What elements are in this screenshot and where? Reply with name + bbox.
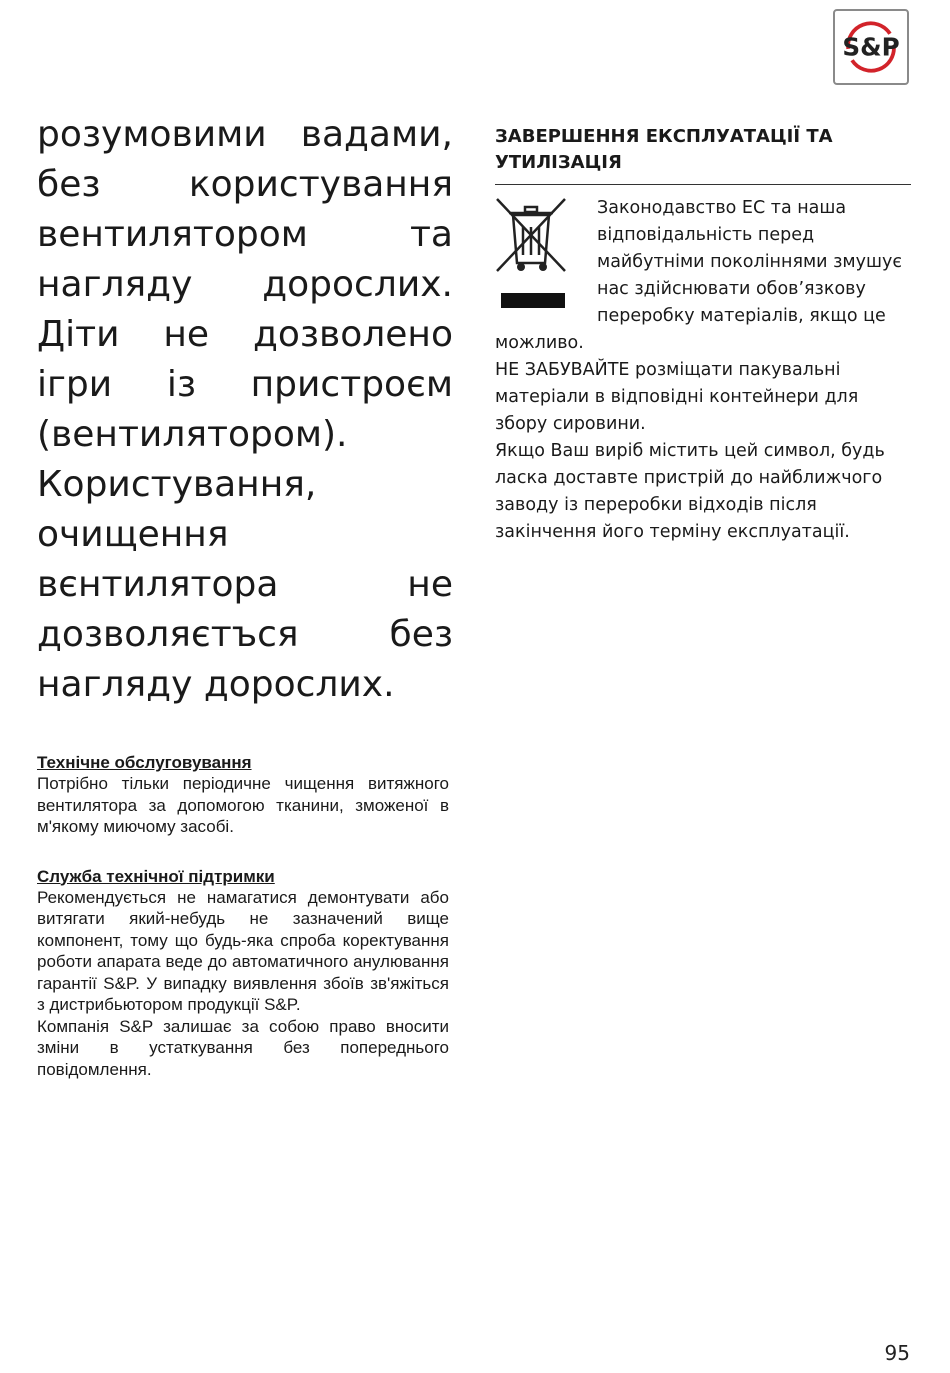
support-section (37, 866, 449, 1081)
logo-text: S&P (842, 32, 900, 62)
left-column (37, 110, 453, 1080)
disposal-paragraph-1: Законодавство ЕС та наша відповідальність перед майбутніми поколіннями змушує нас здійснювати обов’язкову переробку матеріалів, якщо це можливо. (495, 198, 902, 353)
page-number: 95 (884, 1341, 910, 1365)
maintenance-body: Потрібно тільки періодичне чищення витяжного вентилятора за допомогою тканини, зможеної в м'якому миючому засобі. (37, 774, 449, 836)
crossed-out-wheelie-bin-icon (495, 197, 567, 309)
intro-paragraph: розумовими вадами, без користування вентилятором та нагляду дорослих. Діти не дозволено ігри із пристроєм (вентилятором). Користування, очищення вєнтилятора не дозволяєтъся без нагляду дорослих. (37, 114, 453, 705)
disposal-title: ЗАВЕРШЕННЯ ЕКСПЛУАТАЦІЇ ТА УТИЛІЗАЦІЯ (495, 124, 911, 185)
support-title: Служба технічної підтримки (37, 866, 275, 886)
disposal-paragraph-3: Якщо Ваш виріб містить цей символ, будь ласка доставте пристрій до найближчого заводу із переробки відходів після закінчення його терміну експлуатації. (495, 441, 885, 542)
disposal-paragraph-2: НЕ ЗАБУВАЙТЕ розміщати пакувальні матеріали в відповідні контейнери для збору сировини. (495, 360, 859, 434)
sp-logo-icon (835, 11, 907, 83)
support-body-1: Рекомендується не намагатися демонтувати або витягати який-небудь не зазначений вище компонент, тому що будь-яка спроба коректування роботи апарата веде до автоматичного анулювання гарантії S&P. У випадку виявлення збоїв зв'яжіться з дистрибьютором продукції S&P. (37, 887, 449, 1014)
right-column (495, 124, 911, 546)
maintenance-title: Технічне обслуговування (37, 753, 252, 772)
maintenance-section (37, 752, 449, 838)
support-body-2: Компанія S&P залишає за собою право вносити зміни в устаткування без попереднього повідомлення. (37, 1016, 449, 1079)
brand-logo (833, 9, 909, 85)
